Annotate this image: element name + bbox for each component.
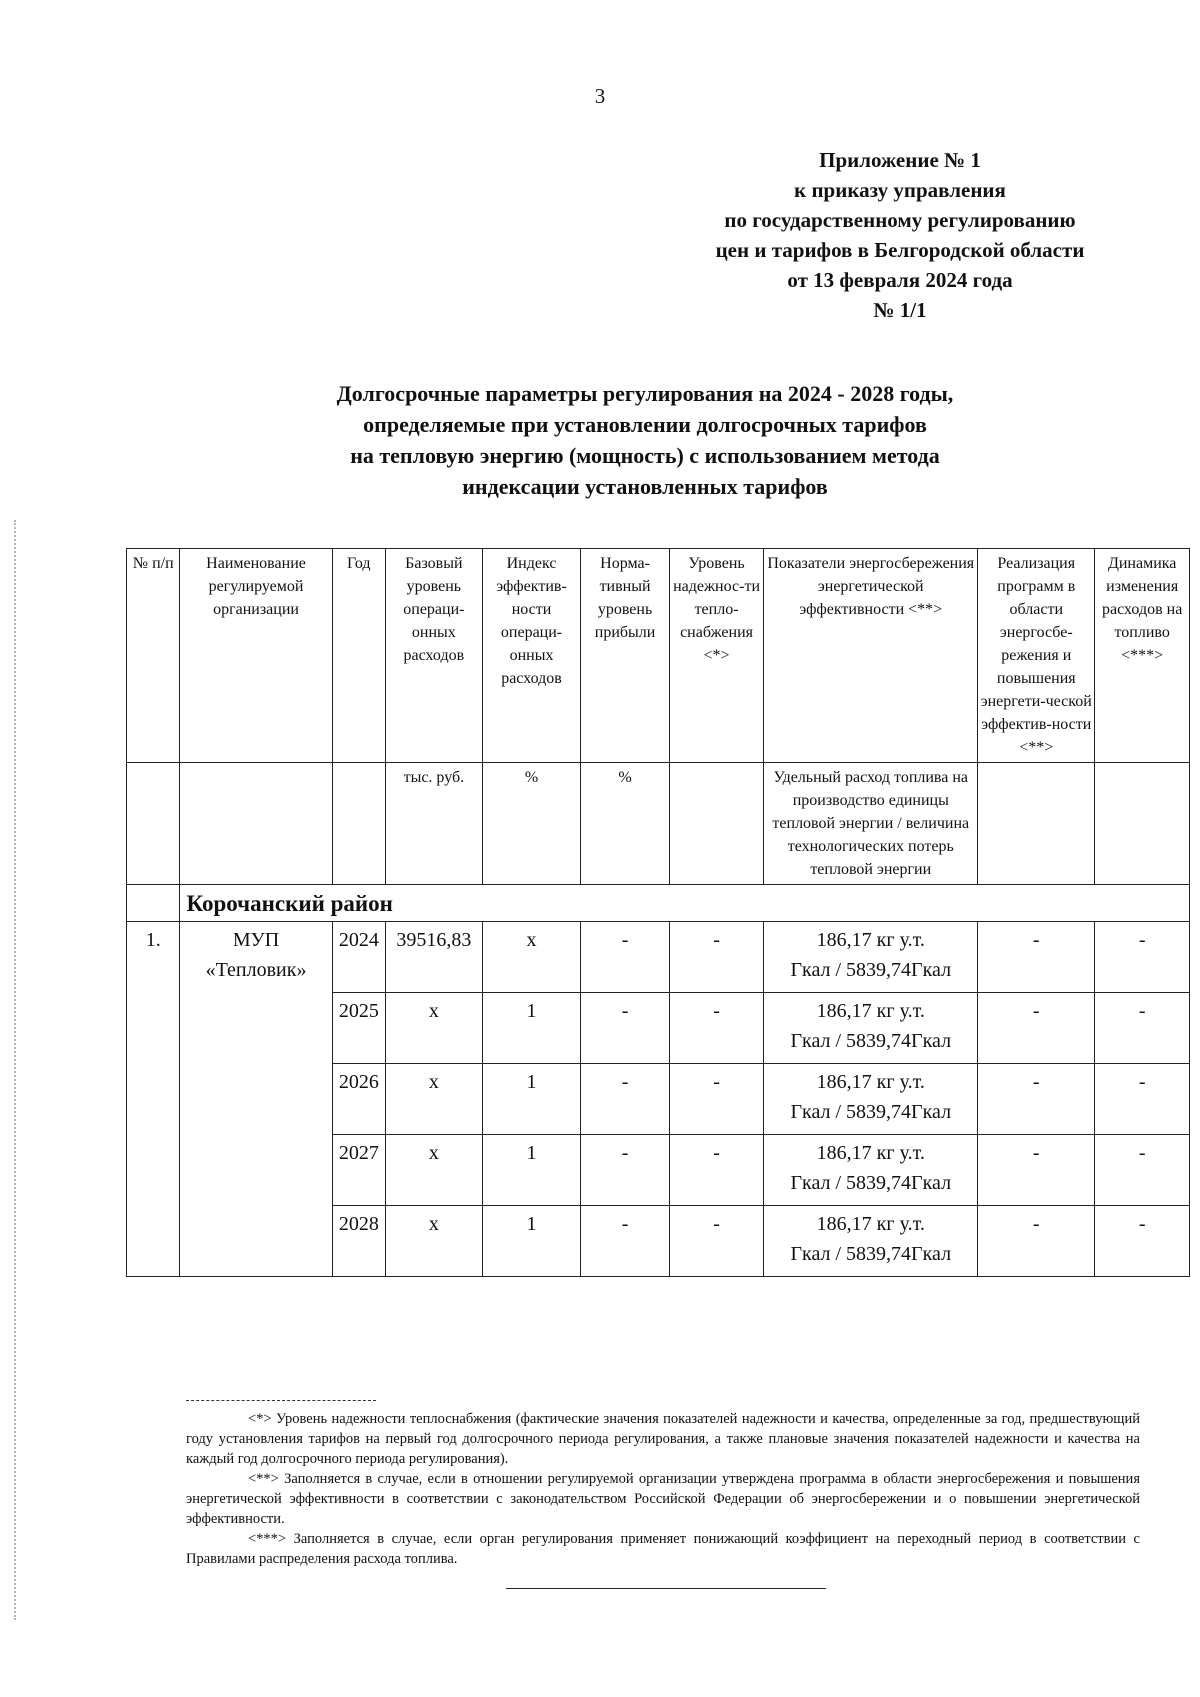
header-year: Год (332, 549, 385, 763)
table-units-row (127, 763, 1190, 885)
footnotes (186, 1400, 1140, 1569)
cell-base-opex: х (386, 993, 483, 1064)
title-line: индексации установленных тарифов (462, 474, 828, 499)
units-empty-cell (1095, 763, 1190, 885)
organization-name: МУП «Тепловик» (180, 922, 332, 1277)
footnote-fuel: <***> Заполняется в случае, если орган регулирования применяет понижающий коэффициент на переходный период в соответствии с Правилами распределения расхода топлива. (186, 1531, 1140, 1567)
section-empty-cell (127, 885, 180, 922)
cell-fuel-dynamics: - (1095, 993, 1190, 1064)
energy-value: Гкал / 5839,74Гкал (790, 1172, 952, 1194)
unit-profit: % (581, 763, 669, 885)
appendix-line: к приказу управления (794, 178, 1006, 202)
cell-energy-indicators (764, 993, 978, 1064)
footnote-reliability: <*> Уровень надежности теплоснабжения (фактические значения показателей надежности и качества, определенные за год, предшествующий году установления тарифов на первый год долгосрочного периода регулирования, а также плановые значения показателей надежности и качества на каждый год долгосрочного периода регулирования). (186, 1411, 1140, 1467)
cell-year: 2024 (332, 922, 385, 993)
cell-programs: - (978, 922, 1095, 993)
unit-efficiency-index: % (482, 763, 581, 885)
appendix-line: цен и тарифов в Белгородской области (715, 238, 1085, 262)
cell-reliability: - (669, 1206, 764, 1277)
cell-reliability: - (669, 1135, 764, 1206)
header-programs: Реализация программ в области энергосбе-режения и повышения энергети-ческой эффектив-ности <**> (978, 549, 1095, 763)
unit-base-opex: тыс. руб. (386, 763, 483, 885)
units-empty-cell (332, 763, 385, 885)
cell-reliability: - (669, 1064, 764, 1135)
cell-fuel-dynamics: - (1095, 1206, 1190, 1277)
cell-fuel-dynamics: - (1095, 1064, 1190, 1135)
cell-profit: - (581, 1135, 669, 1206)
cell-programs: - (978, 1064, 1095, 1135)
cell-energy-indicators (764, 1135, 978, 1206)
row-number: 1. (127, 922, 180, 1277)
cell-profit: - (581, 1206, 669, 1277)
energy-value: 186,17 кг у.т. (816, 1000, 925, 1022)
header-num: № п/п (127, 549, 180, 763)
appendix-line: № 1/1 (873, 298, 927, 322)
energy-value: Гкал / 5839,74Гкал (790, 959, 952, 981)
table-row (127, 922, 1190, 993)
cell-efficiency-index: 1 (482, 1206, 581, 1277)
cell-efficiency-index: 1 (482, 1064, 581, 1135)
units-empty-cell (180, 763, 332, 885)
cell-profit: - (581, 993, 669, 1064)
energy-value: 186,17 кг у.т. (816, 1142, 925, 1164)
end-divider (506, 1588, 826, 1589)
appendix-line: от 13 февраля 2024 года (787, 268, 1013, 292)
cell-reliability: - (669, 993, 764, 1064)
cell-reliability: - (669, 922, 764, 993)
cell-programs: - (978, 993, 1095, 1064)
cell-efficiency-index: х (482, 922, 581, 993)
cell-programs: - (978, 1206, 1095, 1277)
cell-energy-indicators (764, 1064, 978, 1135)
cell-base-opex: х (386, 1064, 483, 1135)
cell-efficiency-index: 1 (482, 993, 581, 1064)
energy-value: Гкал / 5839,74Гкал (790, 1101, 952, 1123)
title-line: на тепловую энергию (мощность) с использованием метода (350, 443, 940, 468)
appendix-line: по государственному регулированию (724, 208, 1076, 232)
header-organization: Наименование регулируемой организации (180, 549, 332, 763)
cell-year: 2027 (332, 1135, 385, 1206)
cell-fuel-dynamics: - (1095, 922, 1190, 993)
cell-year: 2028 (332, 1206, 385, 1277)
document-title (240, 378, 1050, 502)
energy-value: Гкал / 5839,74Гкал (790, 1243, 952, 1265)
cell-base-opex: х (386, 1206, 483, 1277)
units-empty-cell (127, 763, 180, 885)
energy-value: 186,17 кг у.т. (816, 1213, 925, 1235)
units-empty-cell (669, 763, 764, 885)
page-number: 3 (594, 84, 606, 108)
title-line: Долгосрочные параметры регулирования на 2024 - 2028 годы, (336, 381, 954, 406)
unit-energy-indicators: Удельный расход топлива на производство единицы тепловой энергии / величина технологических потерь тепловой энергии (764, 763, 978, 885)
appendix-line: Приложение № 1 (819, 148, 981, 172)
header-fuel-dynamics: Динамика изменения расходов на топливо <***> (1095, 549, 1190, 763)
cell-year: 2026 (332, 1064, 385, 1135)
cell-year: 2025 (332, 993, 385, 1064)
header-efficiency-index: Индекс эффектив-ности операци-онных расходов (482, 549, 581, 763)
cell-profit: - (581, 922, 669, 993)
regulation-parameters-table (126, 548, 1190, 1277)
cell-base-opex: х (386, 1135, 483, 1206)
header-base-opex: Базовый уровень операци-онных расходов (386, 549, 483, 763)
section-title: Корочанский район (180, 885, 1190, 922)
section-row (127, 885, 1190, 922)
appendix-header (660, 145, 1140, 325)
energy-value: Гкал / 5839,74Гкал (790, 1030, 952, 1052)
table-header-row (127, 549, 1190, 763)
cell-energy-indicators (764, 922, 978, 993)
footnote-energy-program: <**> Заполняется в случае, если в отношении регулируемой организации утверждена программа в области энергосбережения и повышения энергетической эффективности в соответствии с законодательством Российской Федерации об энергосбережении и о повышении энергетической эффективности. (186, 1471, 1140, 1527)
cell-energy-indicators (764, 1206, 978, 1277)
units-empty-cell (978, 763, 1095, 885)
footnote-separator (186, 1400, 376, 1409)
header-profit: Норма-тивный уровень прибыли (581, 549, 669, 763)
title-line: определяемые при установлении долгосрочных тарифов (363, 412, 927, 437)
cell-efficiency-index: 1 (482, 1135, 581, 1206)
energy-value: 186,17 кг у.т. (816, 1071, 925, 1093)
energy-value: 186,17 кг у.т. (816, 929, 925, 951)
cell-programs: - (978, 1135, 1095, 1206)
header-reliability: Уровень надежнос-ти тепло-снабжения <*> (669, 549, 764, 763)
header-energy-indicators: Показатели энергосбережения энергетической эффективности <**> (764, 549, 978, 763)
scan-edge-marks (14, 520, 18, 1620)
cell-fuel-dynamics: - (1095, 1135, 1190, 1206)
cell-base-opex: 39516,83 (386, 922, 483, 993)
cell-profit: - (581, 1064, 669, 1135)
